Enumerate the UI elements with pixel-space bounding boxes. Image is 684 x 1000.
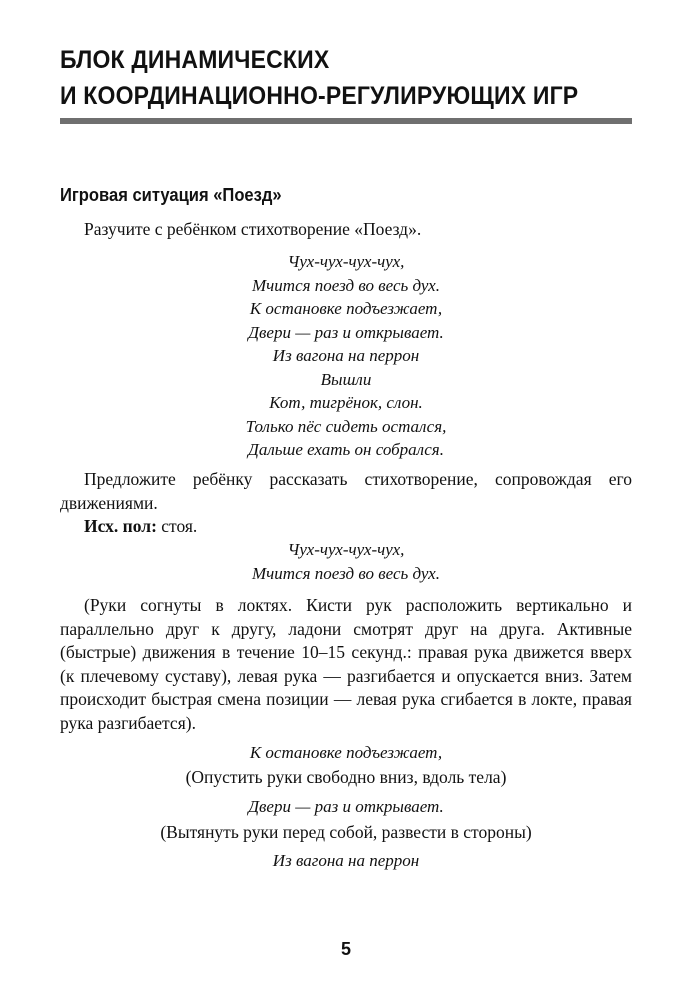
poem-line: Чух-чух-чух-чух, bbox=[287, 540, 405, 559]
poem-line: Двери — раз и открывает. bbox=[248, 322, 444, 342]
movement-stretch-arms: (Вытянуть руки перед собой, развести в стороны) bbox=[160, 822, 532, 842]
movement-lower-arms: (Опустить руки свободно вниз, вдоль тела) bbox=[185, 767, 507, 787]
poem-excerpt-1 bbox=[60, 538, 632, 585]
title-underline-rule bbox=[60, 118, 632, 124]
start-position-value: стоя. bbox=[156, 516, 198, 536]
poem-line: Только пёс сидеть остался, bbox=[245, 416, 447, 436]
chapter-title-line-2: И КООРДИНАЦИОННО-РЕГУЛИРУЮЩИХ ИГР bbox=[60, 82, 579, 110]
page-number: 5 bbox=[340, 939, 351, 959]
poem-line: Мчится поезд во весь дух. bbox=[252, 275, 440, 295]
poem-line-stop: К остановке подъезжает, bbox=[249, 743, 443, 762]
poem-line-doors: Двери — раз и открывает. bbox=[248, 797, 444, 816]
poem-line: Мчится поезд во весь дух. bbox=[252, 563, 440, 583]
section-heading: Игровая ситуация «Поезд» bbox=[60, 185, 282, 205]
start-position-label: Исх. пол: bbox=[84, 516, 157, 536]
poem-line: Вышли bbox=[320, 369, 372, 389]
movement-description: (Руки согнуты в локтях. Кисти рук расположить вертикально и параллельно друг к другу, ладони смотрят друг на друга. Активные (быстрые) движения в течение 10–15 секунд.: правая рука движется вверх (к плечевому суставу), левая рука — разгибается и опускается вниз. Затем происходит быстрая смена позиции — левая рука сгибается в локте, правая рука разгибается). bbox=[60, 595, 632, 733]
instruction-block bbox=[60, 468, 632, 539]
poem-line-platform: Из вагона на перрон bbox=[272, 851, 420, 870]
start-position bbox=[60, 515, 632, 539]
chapter-title-line-1: БЛОК ДИНАМИЧЕСКИХ bbox=[60, 46, 330, 74]
poem-line: К остановке подъезжает, bbox=[249, 299, 443, 318]
movement-description-block bbox=[60, 594, 632, 735]
poem-line: Чух-чух-чух-чух, bbox=[287, 252, 405, 271]
instruction-paragraph: Предложите ребёнку рассказать стихотворение, сопровождая его движениями. bbox=[60, 469, 632, 513]
intro-paragraph-block bbox=[60, 218, 632, 242]
chapter-title bbox=[60, 42, 594, 114]
intro-paragraph: Разучите с ребёнком стихотворение «Поезд». bbox=[84, 219, 422, 239]
poem-line: Дальше ехать он собрался. bbox=[248, 440, 444, 459]
poem-full bbox=[60, 250, 632, 462]
poem-line: Из вагона на перрон bbox=[272, 346, 420, 365]
poem-line: Кот, тигрёнок, слон. bbox=[269, 393, 423, 412]
